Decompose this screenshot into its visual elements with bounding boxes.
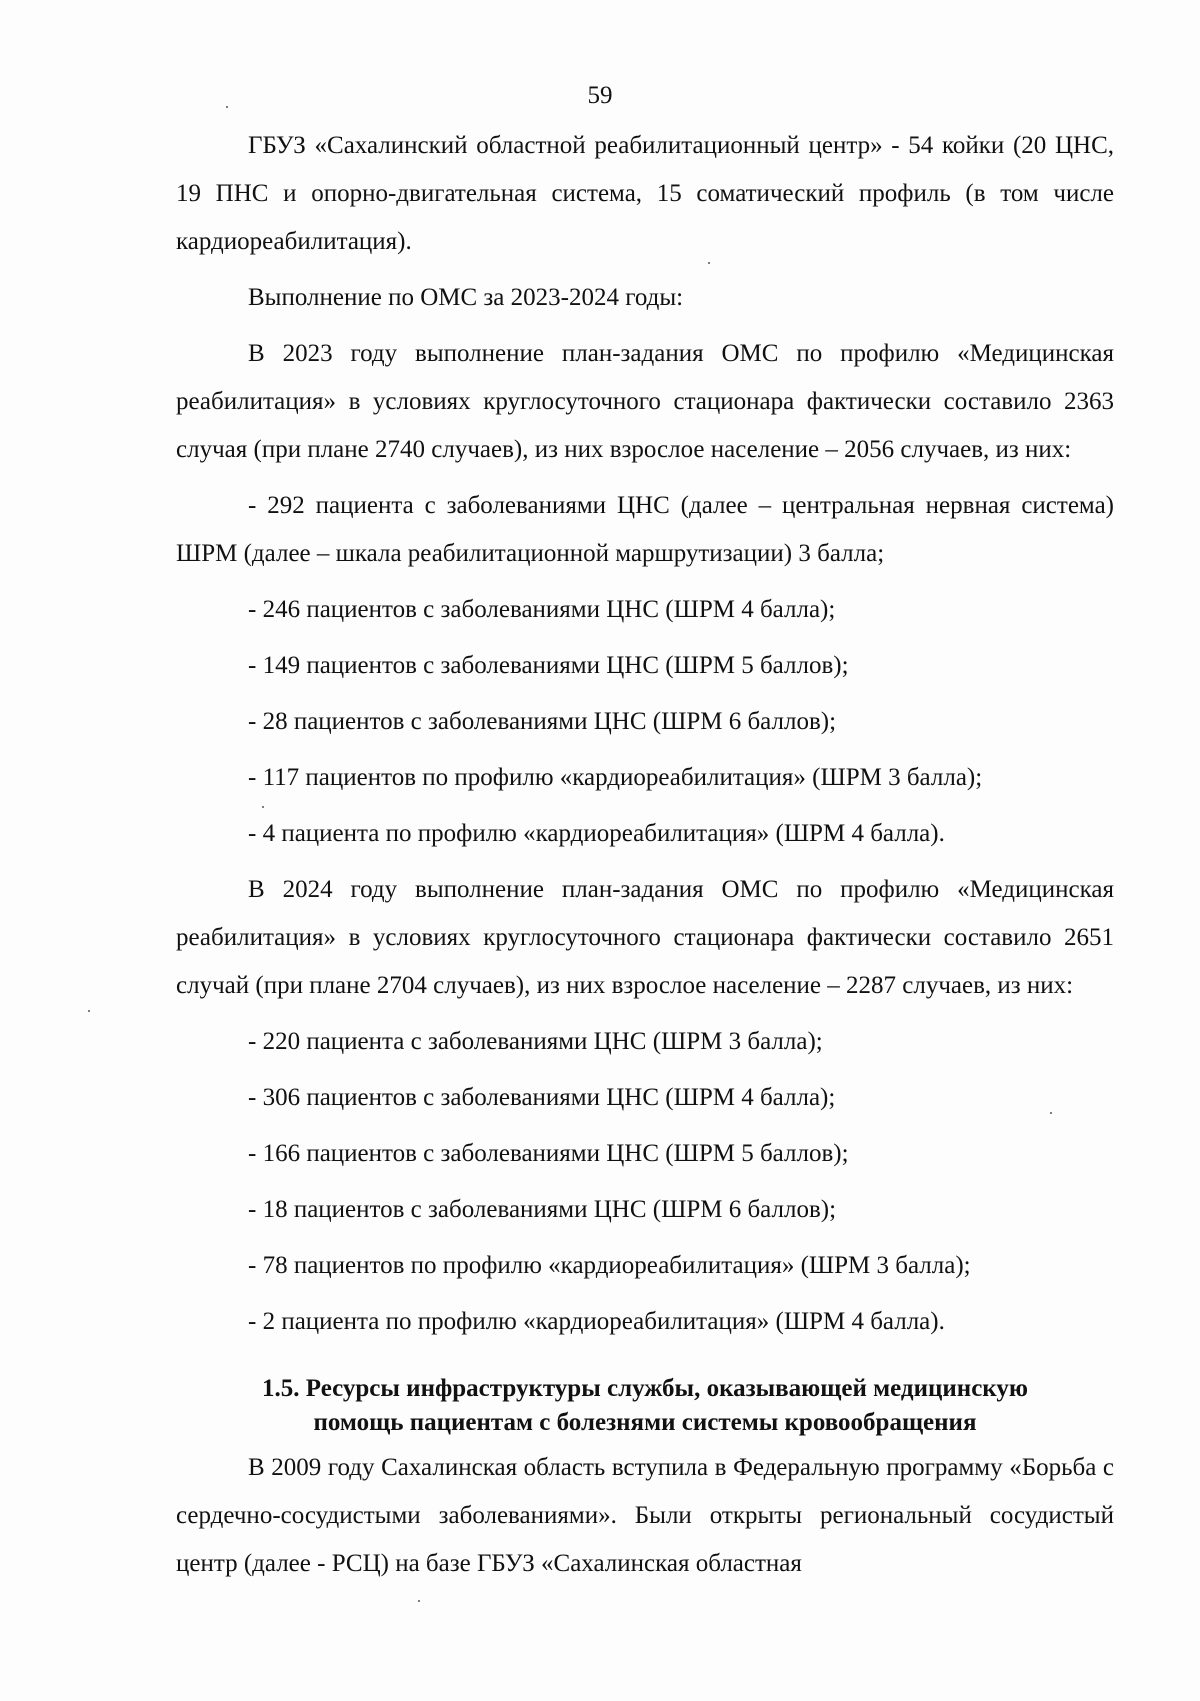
list-item-2024-4: - 18 пациентов с заболеваниями ЦНС (ШРМ 6 баллов); xyxy=(248,1196,837,1223)
list-item-2024-2: - 306 пациентов с заболеваниями ЦНС (ШРМ 4 балла); xyxy=(248,1084,836,1111)
oms-heading-paragraph: Выполнение по ОМС за 2023-2024 годы: xyxy=(248,284,684,311)
section-heading-line-2: помощь пациентам с болезнями системы кровообращения xyxy=(313,1409,977,1436)
list-item-2023-5: - 117 пациентов по профилю «кардиореабилитация» (ШРМ 3 балла); xyxy=(248,764,983,791)
page-number: 59 xyxy=(587,82,613,109)
list-item-2024-3: - 166 пациентов с заболеваниями ЦНС (ШРМ 5 баллов); xyxy=(248,1140,849,1167)
list-item-2023-6: - 4 пациента по профилю «кардиореабилитация» (ШРМ 4 балла). xyxy=(248,820,945,847)
list-item-2024-5: - 78 пациентов по профилю «кардиореабилитация» (ШРМ 3 балла); xyxy=(248,1252,971,1279)
list-item-2023-1: - 292 пациента с заболеваниями ЦНС (далее – центральная нервная система) ШРМ (далее – шкала реабилитационной маршрутизации) 3 балла; xyxy=(176,492,1114,567)
list-item-2023-3: - 149 пациентов с заболеваниями ЦНС (ШРМ 5 баллов); xyxy=(248,652,849,679)
year-2024-summary: В 2024 году выполнение план-задания ОМС по профилю «Медицинская реабилитация» в условиях круглосуточного стационара фактически составило 2651 случай (при плане 2704 случаев), из них взрослое население – 2287 случаев, из них: xyxy=(176,876,1114,999)
list-item-2023-2: - 246 пациентов с заболеваниями ЦНС (ШРМ 4 балла); xyxy=(248,596,836,623)
list-item-2024-6: - 2 пациента по профилю «кардиореабилитация» (ШРМ 4 балла). xyxy=(248,1308,945,1335)
list-item-2024-1: - 220 пациента с заболеваниями ЦНС (ШРМ 3 балла); xyxy=(248,1028,823,1055)
page-body xyxy=(176,122,1114,1588)
intro-paragraph: ГБУЗ «Сахалинский областной реабилитационный центр» - 54 койки (20 ЦНС, 19 ПНС и опорно-двигательная система, 15 соматический профиль (в том числе кардиореабилитация). xyxy=(176,132,1114,255)
year-2023-summary: В 2023 году выполнение план-задания ОМС по профилю «Медицинская реабилитация» в условиях круглосуточного стационара фактически составило 2363 случая (при плане 2740 случаев), из них взрослое население – 2056 случаев, из них: xyxy=(176,340,1114,463)
section-paragraph: В 2009 году Сахалинская область вступила в Федеральную программу «Борьба с сердечно-сосудистыми заболеваниями». Были открыты региональный сосудистый центр (далее - РСЦ) на базе ГБУЗ «Сахалинская областная xyxy=(176,1454,1114,1577)
section-heading-line-1: 1.5. Ресурсы инфраструктуры службы, оказывающей медицинскую xyxy=(262,1375,1028,1402)
scan-speck xyxy=(262,806,264,808)
section-heading xyxy=(176,1372,1114,1440)
scan-speck xyxy=(226,106,228,108)
scan-speck xyxy=(88,1010,90,1012)
list-item-2023-4: - 28 пациентов с заболеваниями ЦНС (ШРМ 6 баллов); xyxy=(248,708,837,735)
scan-speck xyxy=(708,262,710,264)
scan-speck xyxy=(1050,1112,1052,1114)
scan-speck xyxy=(418,1600,420,1602)
